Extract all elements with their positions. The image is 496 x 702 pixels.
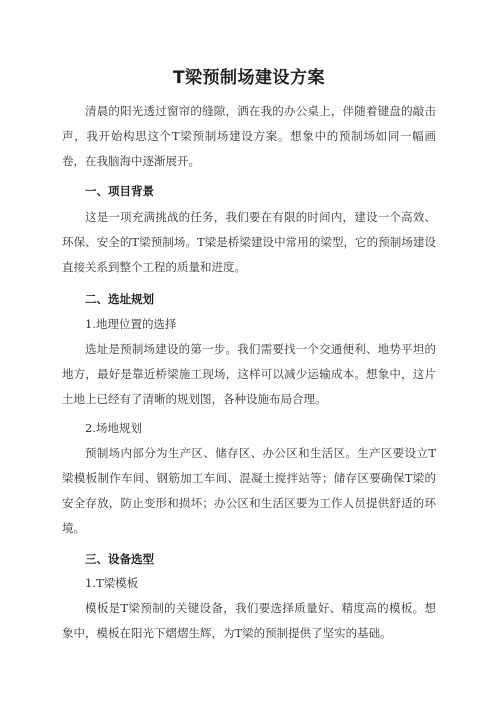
section-3-paragraph-1: 模板是T梁预制的关键设备，我们要选择质量好、精度高的模板。想象中，模板在阳光下熠熠生辉，为T梁的预制提供了坚实的基础。 <box>62 601 436 640</box>
section-3-subheading-1: 1.T梁模板 <box>85 576 139 590</box>
document-title: T梁预制场建设方案 <box>172 68 326 88</box>
section-3-heading: 三、设备选型 <box>85 552 154 566</box>
section-2-paragraph-1: 选址是预制场建设的第一步。我们需要找一个交通便利、地势平坦的地方，最好是靠近桥梁施工现场，这样可以减少运输成本。想象中，这片土地上已经有了清晰的规划图，各种设施布局合理。 <box>62 342 436 406</box>
section-2-heading: 二、选址规划 <box>85 292 154 306</box>
document-page <box>62 0 436 702</box>
section-1-heading: 一、项目背景 <box>85 184 154 198</box>
intro-paragraph: 清晨的阳光透过窗帘的缝隙，洒在我的办公桌上，伴随着键盘的敲击声，我开始构思这个T梁预制场建设方案。想象中的预制场如同一幅画卷，在我脑海中逐渐展开。 <box>62 104 436 168</box>
section-2-subheading-1: 1.地理位置的选择 <box>85 317 177 331</box>
section-1-paragraph: 这是一项充满挑战的任务，我们要在有限的时间内，建设一个高效、环保、安全的T梁预制场。T梁是桥梁建设中常用的梁型，它的预制场建设直接关系到整个工程的质量和进度。 <box>62 210 436 274</box>
section-2-paragraph-2: 预制场内部分为生产区、储存区、办公区和生活区。生产区要设立T梁模板制作车间、钢筋加工车间、混凝土搅拌站等；储存区要确保T梁的安全存放，防止变形和损坏；办公区和生活区要为工作人员提供舒适的环境。 <box>62 446 436 535</box>
section-2-subheading-2: 2.场地规划 <box>85 421 142 435</box>
